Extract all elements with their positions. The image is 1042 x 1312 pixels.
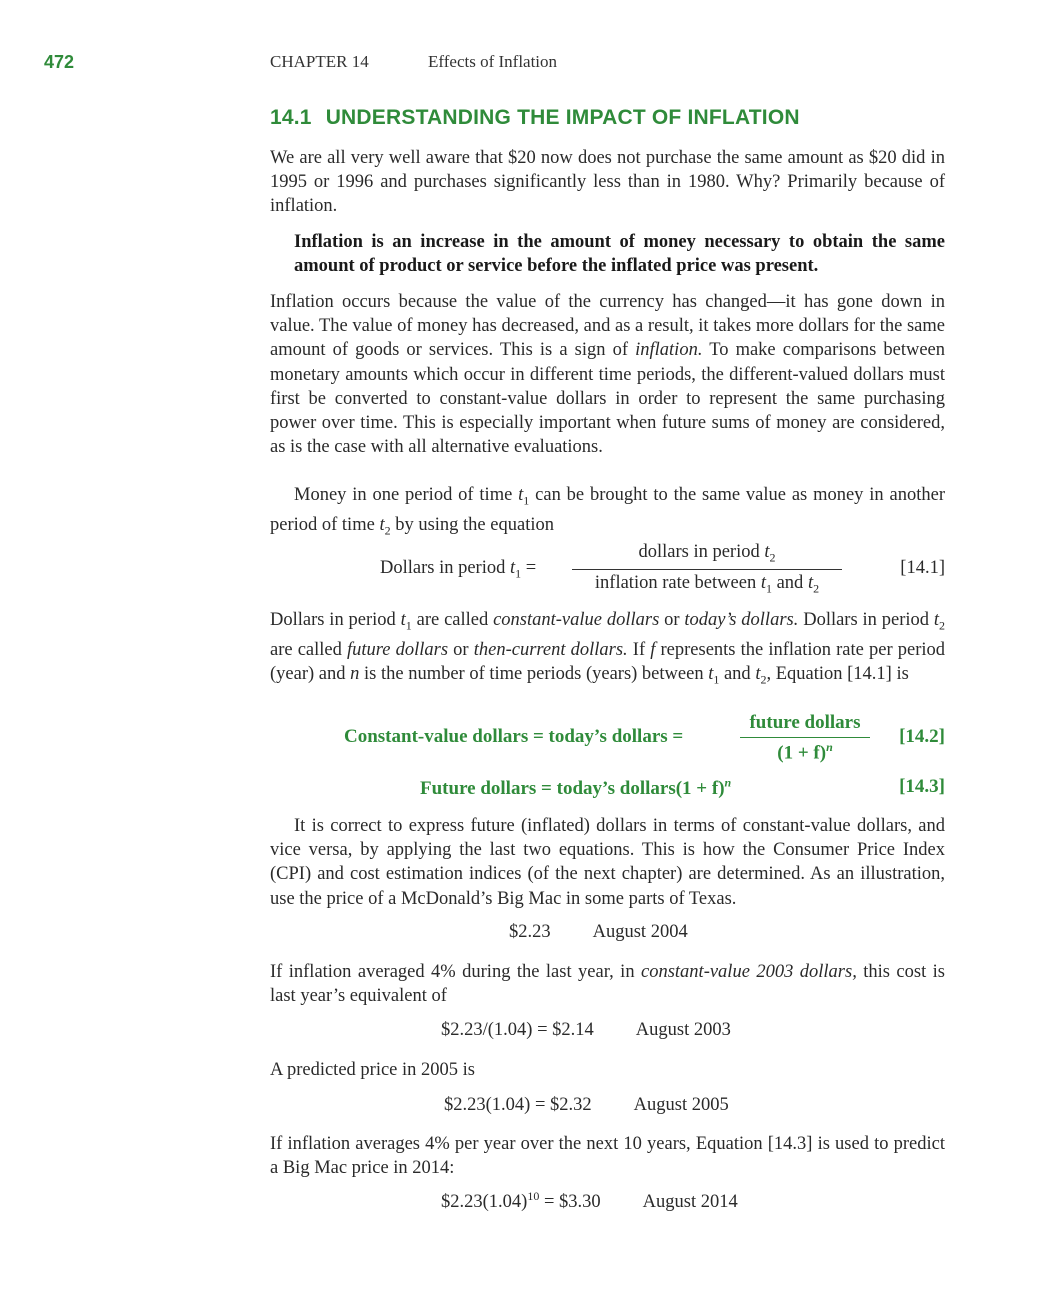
- section-heading: [270, 106, 800, 130]
- equation-lhs: Dollars in period $t_1$ =: [380, 558, 537, 581]
- paragraph-inflation-4pct: If inflation averaged 4% during the last year, in constant-value 2003 dollars, this cost is last year’s equivalent of: [270, 962, 946, 1007]
- equation-14-1: [380, 542, 945, 602]
- equation-number: [14.2]: [899, 726, 945, 747]
- equation-lhs: Constant-value dollars = today’s dollars =: [344, 726, 684, 747]
- paragraph-inflation-explanation: Inflation occurs because the value of the currency has changed—it has gone down in value. The value of money has decreased, and as a result, it takes more dollars for the same amount of goods or services. This is a sign of inflation. To make comparisons between monetary amounts which occur in different time periods, the different-valued dollars must first be converted to constant-value dollars in order to represent the same purchasing power over time. This is especially important when future sums of money are considered, as is the case with all alternative evaluations.: [270, 292, 946, 458]
- paragraph-illustration: It is correct to express future (inflated) dollars in terms of constant-value dollars, and vice versa, by applying the last two equations. This is how the Consumer Price Index (CPI) and cost estimation indices (of the next chapter) are determined. As an illustration, use the price of a McDonald’s Big Mac in some parts of Texas.: [270, 816, 945, 909]
- inflation-definition: Inflation is an increase in the amount of money necessary to obtain the same amount of product or service before the inflated price was present.: [294, 232, 945, 277]
- equation-fraction: [572, 542, 842, 597]
- example-price-2005: $2.23(1.04) = $2.32 August 2005: [444, 1095, 729, 1115]
- section-number: 14.1: [270, 106, 312, 129]
- page-number: 472: [44, 52, 75, 72]
- numerator: future dollars: [749, 712, 861, 733]
- equation-body: Future dollars = today’s dollars(1 + f)$^n$: [420, 776, 732, 800]
- paragraph-money-periods: Money in one period of time $t_1$ can be brought to the same value as money in another period of time $t_2$ by using the equation: [270, 485, 945, 538]
- equation-number: [14.3]: [899, 776, 945, 797]
- paragraph-ten-years: If inflation averages 4% per year over the next 10 years, Equation [14.3] is used to predict a Big Mac price in 2014:: [270, 1134, 945, 1179]
- numerator: dollars in period $t_2$: [638, 542, 776, 565]
- denominator: inflation rate between $t_1$ and $t_2$: [594, 573, 820, 596]
- example-price-2004: $2.23 August 2004: [509, 922, 688, 942]
- equation-14-3: [420, 776, 945, 800]
- example-price-2014: $\$2.23(1.04)^{10}$ = $3.30 August 2014: [441, 1189, 738, 1213]
- chapter-title: Effects of Inflation: [428, 52, 558, 71]
- paragraph-intro: We are all very well aware that $20 now does not purchase the same amount as $20 did in 1995 or 1996 and purchases significantly less than in 1980. Why? Primarily because of inflation.: [270, 148, 945, 217]
- paragraph-dollar-types: Dollars in period $t_1$ are called constant-value dollars or today’s dollars. Dollars in period $t_2$ are called future dollars or then-current dollars. If f represents the inflation rate per period (year) and n is the number of time periods (years) between $t_1$ and $t_2$, Equation [14.1] is: [270, 610, 945, 687]
- denominator: $(1 + f)^n$: [777, 740, 833, 764]
- equation-fraction: [740, 712, 870, 764]
- section-title: UNDERSTANDING THE IMPACT OF INFLATION: [325, 106, 800, 129]
- equation-number: [14.1]: [900, 558, 945, 578]
- equation-14-2: [344, 712, 945, 768]
- chapter-label: CHAPTER 14: [270, 52, 369, 71]
- example-price-2003: $2.23/(1.04) = $2.14 August 2003: [441, 1020, 731, 1040]
- paragraph-predicted-2005: A predicted price in 2005 is: [270, 1060, 475, 1080]
